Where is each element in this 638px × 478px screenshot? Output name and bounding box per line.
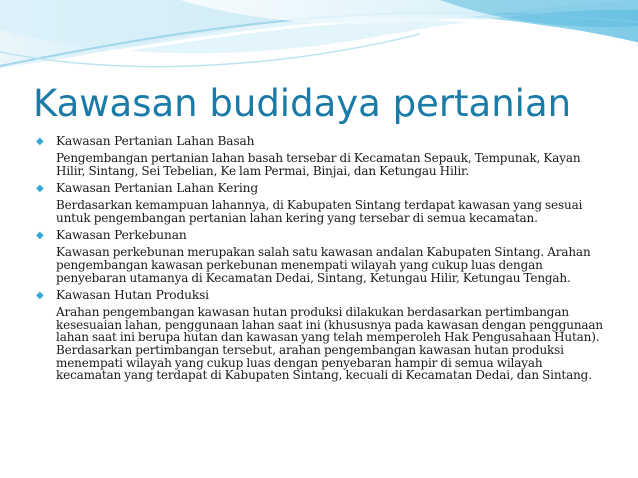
list-item (36, 180, 606, 224)
heading-text: Kawasan Perkebunan (56, 228, 187, 243)
list-item-heading (36, 287, 606, 303)
header-wave-decoration (0, 0, 638, 80)
bullet-icon: ◆ (36, 183, 44, 195)
heading-text: Kawasan Hutan Produksi (56, 288, 209, 303)
list-item-body: Arahan pengembangan kawasan hutan produksi dilakukan berdasarkan pertimbangan kesesuaian lahan, penggunaan lahan saat ini (khususnya pada kawasan dengan penggunaan lahan saat ini berupa hutan dan kawasan yang telah memperoleh Hak Pengusahaan Hutan). Berdasarkan pertimbangan tersebut, arahan pengembangan kawasan hutan produksi menempati wilayah yang cukup luas dengan penyebaran hampir di semua wilayah kecamatan yang terdapat di Kabupaten Sintang, kecuali di Kecamatan Dedai, dan Sintang. (56, 305, 604, 383)
heading-text: Kawasan Pertanian Lahan Basah (56, 134, 255, 148)
bullet-list (36, 133, 606, 385)
list-item-body: Pengembangan pertanian lahan basah tersebar di Kecamatan Sepauk, Tempunak, Kayan Hilir, Sintang, Sei Tebelian, Ke lam Permai, Binjai, dan Ketungau Hilir. (56, 151, 581, 178)
slide-title: Kawasan budidaya pertanian (33, 82, 572, 125)
list-item-heading (36, 180, 606, 196)
bullet-icon: ◆ (36, 136, 44, 147)
list-item-body: Berdasarkan kemampuan lahannya, di Kabupaten Sintang terdapat kawasan yang sesuai untuk pengembangan pertanian lahan kering yang tersebar di semua kecamatan. (56, 198, 583, 225)
list-item-heading (36, 133, 606, 149)
list-item-body: Kawasan perkebunan merupakan salah satu kawasan andalan Kabupaten Sintang. Arahan pengembangan kawasan perkebunan menempati wilayah yang cukup luas dengan penyebaran utamanya di Kecamatan Dedai, Sintang, Ketungau Hilir, Ketungau Tengah. (56, 245, 591, 285)
list-item (36, 133, 606, 177)
list-item-heading (36, 227, 606, 243)
bullet-icon: ◆ (36, 230, 44, 242)
list-item (36, 227, 606, 284)
list-item (36, 287, 606, 382)
bullet-icon: ◆ (36, 290, 44, 302)
heading-text: Kawasan Pertanian Lahan Kering (56, 181, 258, 196)
